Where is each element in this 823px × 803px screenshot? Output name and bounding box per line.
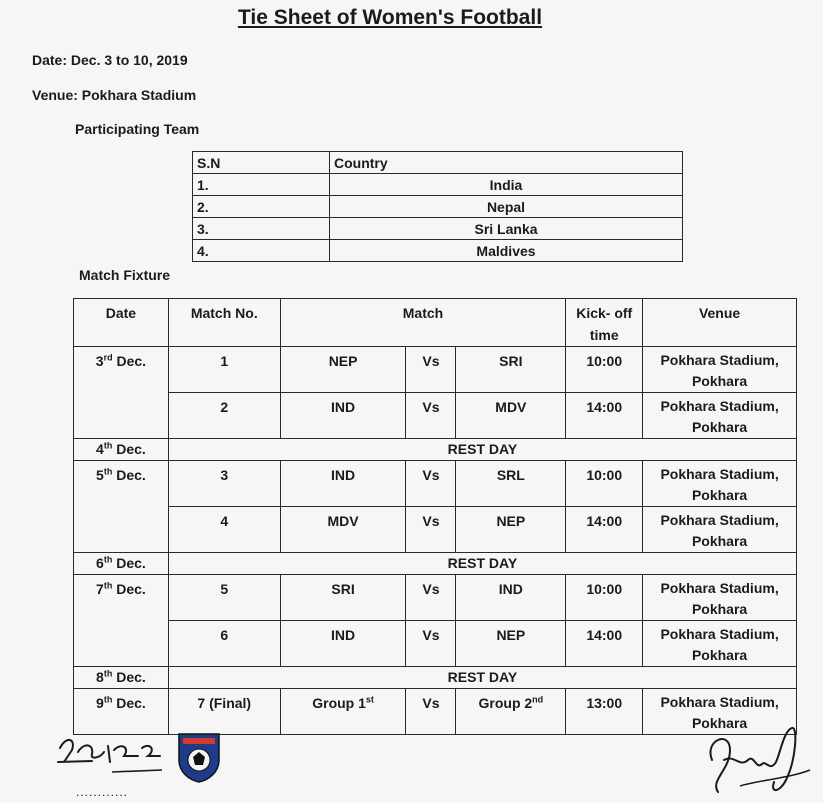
kickoff-time: 13:00	[566, 689, 643, 735]
match-venue: Pokhara Stadium, Pokhara	[643, 621, 797, 667]
kickoff-time: 14:00	[566, 621, 643, 667]
venue-line: Venue: Pokhara Stadium	[32, 87, 197, 103]
away-team: IND	[456, 575, 566, 621]
match-venue: Pokhara Stadium, Pokhara	[643, 507, 797, 553]
header-match-no: Match No.	[168, 299, 280, 347]
away-team: MDV	[456, 393, 566, 439]
home-team: IND	[280, 393, 406, 439]
match-venue: Pokhara Stadium, Pokhara	[643, 393, 797, 439]
federation-emblem-icon	[175, 730, 223, 784]
table-row	[193, 240, 683, 262]
fixture-header-row	[74, 299, 797, 347]
vs-label: Vs	[406, 689, 456, 735]
match-date: 4th Dec.	[74, 439, 169, 461]
table-row	[74, 347, 797, 393]
match-date: 7th Dec.	[74, 575, 169, 667]
team-sn: 1.	[193, 174, 330, 196]
away-team: NEP	[456, 621, 566, 667]
rest-day-row	[74, 667, 797, 689]
header-sn: S.N	[193, 152, 330, 174]
rest-day-label: REST DAY	[168, 553, 796, 575]
match-number: 7 (Final)	[168, 689, 280, 735]
match-date: 6th Dec.	[74, 553, 169, 575]
home-team: MDV	[280, 507, 406, 553]
kickoff-time: 14:00	[566, 393, 643, 439]
team-sn: 3.	[193, 218, 330, 240]
match-fixture-heading: Match Fixture	[79, 267, 171, 283]
team-sn: 2.	[193, 196, 330, 218]
participating-team-heading: Participating Team	[75, 121, 200, 137]
signature-left	[52, 732, 172, 780]
final-match-row	[74, 689, 797, 735]
table-header-row	[193, 152, 683, 174]
match-venue: Pokhara Stadium, Pokhara	[643, 461, 797, 507]
team-country: India	[330, 174, 683, 196]
match-date: 9th Dec.	[74, 689, 169, 735]
match-date: 5th Dec.	[74, 461, 169, 553]
vs-label: Vs	[406, 507, 456, 553]
header-venue: Venue	[643, 299, 797, 347]
signature-right	[700, 720, 815, 800]
team-country: Nepal	[330, 196, 683, 218]
vs-label: Vs	[406, 621, 456, 667]
table-row	[74, 507, 797, 553]
match-number: 1	[168, 347, 280, 393]
match-number: 3	[168, 461, 280, 507]
rest-day-label: REST DAY	[168, 439, 796, 461]
date-line: Date: Dec. 3 to 10, 2019	[32, 52, 188, 68]
signature-dots: ............	[76, 785, 129, 799]
rest-day-row	[74, 439, 797, 461]
table-row	[193, 174, 683, 196]
header-date: Date	[74, 299, 169, 347]
match-number: 6	[168, 621, 280, 667]
home-team: SRI	[280, 575, 406, 621]
match-venue: Pokhara Stadium, Pokhara	[643, 347, 797, 393]
match-fixture-table	[73, 298, 797, 735]
team-country: Maldives	[330, 240, 683, 262]
match-venue: Pokhara Stadium, Pokhara	[643, 575, 797, 621]
match-number: 4	[168, 507, 280, 553]
home-team: NEP	[280, 347, 406, 393]
table-row	[193, 218, 683, 240]
match-number: 5	[168, 575, 280, 621]
home-team: IND	[280, 621, 406, 667]
away-team: SRI	[456, 347, 566, 393]
table-row	[74, 575, 797, 621]
match-venue: Pokhara Stadium, Pokhara	[643, 689, 797, 735]
vs-label: Vs	[406, 393, 456, 439]
vs-label: Vs	[406, 575, 456, 621]
team-country: Sri Lanka	[330, 218, 683, 240]
kickoff-time: 10:00	[566, 461, 643, 507]
kickoff-time: 10:00	[566, 575, 643, 621]
match-number: 2	[168, 393, 280, 439]
away-team: Group 2nd	[456, 689, 566, 735]
home-team: Group 1st	[280, 689, 406, 735]
table-row	[193, 196, 683, 218]
header-match: Match	[280, 299, 566, 347]
home-team: IND	[280, 461, 406, 507]
header-country: Country	[330, 152, 683, 174]
vs-label: Vs	[406, 461, 456, 507]
away-team: SRL	[456, 461, 566, 507]
table-row	[74, 621, 797, 667]
kickoff-time: 14:00	[566, 507, 643, 553]
vs-label: Vs	[406, 347, 456, 393]
rest-day-row	[74, 553, 797, 575]
page-title: Tie Sheet of Women's Football	[237, 6, 543, 29]
kickoff-time: 10:00	[566, 347, 643, 393]
match-date: 8th Dec.	[74, 667, 169, 689]
participating-teams-table	[192, 151, 683, 262]
table-row	[74, 393, 797, 439]
table-row	[74, 461, 797, 507]
match-date: 3rd Dec.	[74, 347, 169, 439]
rest-day-label: REST DAY	[168, 667, 796, 689]
team-sn: 4.	[193, 240, 330, 262]
header-kickoff: Kick- off time	[566, 299, 643, 347]
away-team: NEP	[456, 507, 566, 553]
